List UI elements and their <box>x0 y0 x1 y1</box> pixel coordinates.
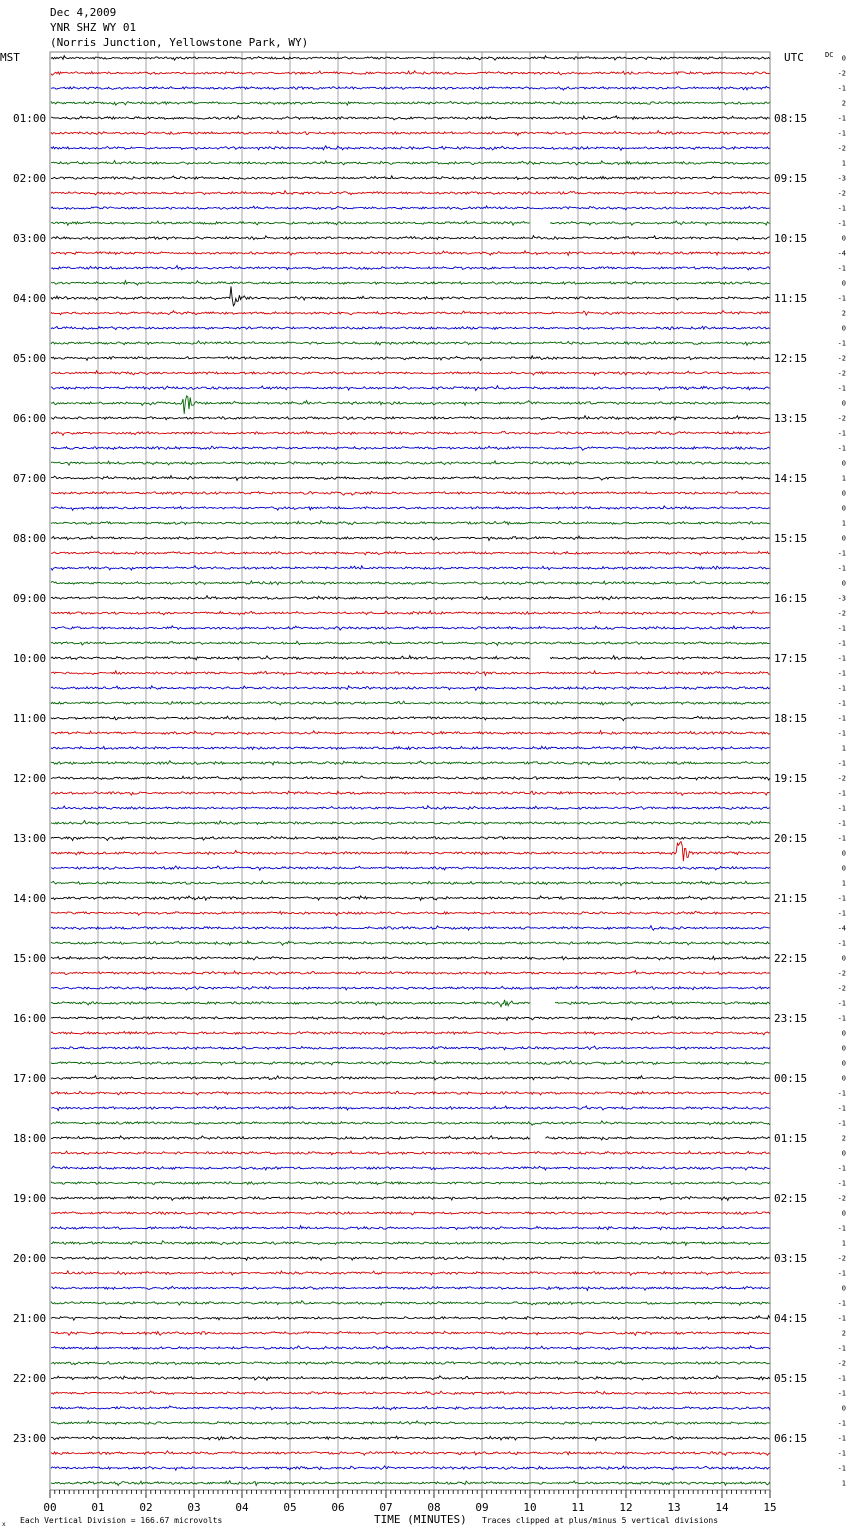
x-tick-label: 05 <box>283 1501 297 1514</box>
trace-row <box>51 1241 770 1246</box>
dc-offset-value: -1 <box>837 699 846 708</box>
trace-row <box>51 206 770 210</box>
dc-offset-value: -2 <box>837 69 846 78</box>
dc-offset-value: -4 <box>837 249 846 258</box>
trace-row <box>51 1151 770 1155</box>
trace-row <box>51 701 770 705</box>
utc-hour-label: 11:15 <box>774 292 808 305</box>
dc-offset-value: -1 <box>837 384 846 393</box>
trace-row <box>51 161 770 165</box>
trace-row <box>51 626 770 630</box>
dc-offset-value: -1 <box>837 264 846 273</box>
mst-hour-label: 02:00 <box>13 172 47 185</box>
trace-row <box>51 1406 770 1410</box>
trace-row <box>51 1000 770 1007</box>
trace-row <box>51 521 770 525</box>
mst-hour-label: 13:00 <box>13 832 47 845</box>
dc-offset-value: 0 <box>841 1029 846 1038</box>
clip-note: Traces clipped at plus/minus 5 vertical divisions <box>482 1516 719 1525</box>
dc-offset-value: 0 <box>841 1059 846 1068</box>
dc-offset-value: 2 <box>841 1329 846 1338</box>
dc-offset-value: -1 <box>837 759 846 768</box>
trace-row <box>51 806 770 810</box>
mst-hour-label: 09:00 <box>13 592 47 605</box>
trace-row <box>51 1316 770 1321</box>
trace-row <box>51 286 770 305</box>
utc-hour-label: 01:15 <box>774 1132 808 1145</box>
mst-hour-label: 03:00 <box>13 232 47 245</box>
trace-row <box>51 581 770 585</box>
trace-row <box>51 1076 770 1080</box>
trace-row <box>51 911 770 915</box>
trace-row <box>51 986 770 990</box>
utc-hour-label: 23:15 <box>774 1012 808 1025</box>
trace-row <box>51 371 770 376</box>
dc-offset-value: -1 <box>837 1164 846 1173</box>
trace-row <box>51 1031 770 1035</box>
dc-offset-column <box>838 55 846 1488</box>
trace-row <box>51 1466 770 1470</box>
dc-offset-value: -2 <box>837 189 846 198</box>
dc-offset-value: -1 <box>837 1389 846 1398</box>
trace-group <box>51 56 770 1486</box>
trace-row <box>51 1106 770 1111</box>
trace-row <box>51 191 770 195</box>
trace-row <box>51 611 770 615</box>
dc-offset-value: -2 <box>837 609 846 618</box>
dc-offset-value: -2 <box>837 369 846 378</box>
utc-hour-label: 22:15 <box>774 952 808 965</box>
trace-row <box>51 341 770 346</box>
trace-row <box>51 971 770 975</box>
utc-hour-label: 09:15 <box>774 172 808 185</box>
trace-row <box>51 461 770 465</box>
trace-row <box>51 506 770 510</box>
trace-row <box>51 1286 770 1290</box>
header-station: YNR SHZ WY 01 <box>50 21 137 34</box>
header-date: Dec 4,2009 <box>50 6 117 19</box>
x-tick-label: 12 <box>619 1501 633 1514</box>
trace-row <box>51 221 770 225</box>
mst-hour-label: 04:00 <box>13 292 47 305</box>
x-tick-label: 04 <box>235 1501 249 1514</box>
header-location: (Norris Junction, Yellowstone Park, WY) <box>50 36 309 49</box>
trace-row <box>51 326 770 329</box>
dc-offset-value: 1 <box>841 1239 846 1248</box>
dc-offset-value: -1 <box>837 714 846 723</box>
dc-offset-value: -1 <box>837 1179 846 1188</box>
trace-row <box>51 431 770 435</box>
dc-offset-value: -1 <box>837 639 846 648</box>
dc-offset-value: 1 <box>841 159 846 168</box>
trace-row <box>51 236 770 240</box>
trace-row <box>51 131 770 136</box>
utc-hour-label: 00:15 <box>774 1072 808 1085</box>
trace-row <box>51 866 770 870</box>
trace-row <box>51 881 770 886</box>
dc-label: DC <box>825 51 834 59</box>
mst-hour-label: 19:00 <box>13 1192 47 1205</box>
dc-offset-value: 0 <box>841 489 846 498</box>
mst-hour-label: 07:00 <box>13 472 47 485</box>
trace-row <box>51 761 770 765</box>
x-tick-label: 00 <box>43 1501 57 1514</box>
dc-offset-value: -1 <box>837 564 846 573</box>
dc-offset-value: 1 <box>841 879 846 888</box>
dc-offset-value: -1 <box>837 1119 846 1128</box>
utc-hour-label: 04:15 <box>774 1312 808 1325</box>
dc-offset-value: 0 <box>841 1074 846 1083</box>
trace-row <box>51 821 770 825</box>
trace-row <box>51 146 770 151</box>
dc-offset-value: -1 <box>837 204 846 213</box>
dc-offset-value: -1 <box>837 804 846 813</box>
trace-row <box>51 311 770 316</box>
trace-row <box>51 281 770 286</box>
trace-row <box>51 1346 770 1350</box>
dc-offset-value: -1 <box>837 129 846 138</box>
trace-row <box>51 116 770 120</box>
dc-offset-value: -1 <box>837 1089 846 1098</box>
trace-row <box>51 671 770 676</box>
dc-offset-value: -1 <box>837 684 846 693</box>
dc-offset-value: -1 <box>837 909 846 918</box>
trace-row <box>51 1166 770 1170</box>
dc-offset-value: -1 <box>837 1314 846 1323</box>
dc-offset-value: -1 <box>837 729 846 738</box>
trace-row <box>51 1226 770 1230</box>
footer-mark: x <box>2 1521 6 1528</box>
mst-hour-label: 22:00 <box>13 1372 47 1385</box>
trace-row <box>51 386 770 391</box>
utc-hour-label: 02:15 <box>774 1192 808 1205</box>
dc-offset-value: 0 <box>841 954 846 963</box>
trace-row <box>51 1182 770 1185</box>
trace-row <box>51 1421 770 1425</box>
dc-offset-value: -3 <box>837 594 846 603</box>
mst-hour-label: 14:00 <box>13 892 47 905</box>
mst-hour-label: 21:00 <box>13 1312 47 1325</box>
mst-hour-label: 20:00 <box>13 1252 47 1265</box>
mst-hour-label: 16:00 <box>13 1012 47 1025</box>
mst-hour-label: 10:00 <box>13 652 47 665</box>
dc-offset-value: -2 <box>837 774 846 783</box>
dc-offset-value: 0 <box>841 534 846 543</box>
dc-offset-value: -1 <box>837 1224 846 1233</box>
dc-offset-value: -1 <box>837 294 846 303</box>
trace-row <box>51 926 770 931</box>
utc-hour-label: 13:15 <box>774 412 808 425</box>
trace-row <box>51 1016 770 1021</box>
trace-row <box>51 1046 770 1050</box>
mst-hour-label: 11:00 <box>13 712 47 725</box>
mst-hour-label: 17:00 <box>13 1072 47 1085</box>
dc-offset-value: -1 <box>837 624 846 633</box>
dc-offset-value: 2 <box>841 1134 846 1143</box>
trace-row <box>51 746 770 750</box>
dc-offset-value: -2 <box>837 414 846 423</box>
trace-row <box>51 731 770 735</box>
utc-hour-label: 20:15 <box>774 832 808 845</box>
trace-row <box>51 446 770 450</box>
utc-hour-label: 06:15 <box>774 1432 808 1445</box>
trace-row <box>51 1091 770 1095</box>
dc-offset-value: 1 <box>841 744 846 753</box>
dc-offset-value: -1 <box>837 1014 846 1023</box>
dc-offset-value: -1 <box>837 1104 846 1113</box>
trace-row <box>51 1376 770 1381</box>
trace-row <box>51 251 770 256</box>
dc-offset-value: -3 <box>837 174 846 183</box>
dc-offset-value: 0 <box>841 1209 846 1218</box>
dc-offset-value: -1 <box>837 1374 846 1383</box>
trace-row <box>51 356 770 361</box>
dc-offset-value: 1 <box>841 474 846 483</box>
trace-row <box>51 776 770 780</box>
dc-offset-value: 0 <box>841 1044 846 1053</box>
trace-row <box>51 1212 770 1215</box>
mst-hour-labels <box>13 112 46 1445</box>
trace-row <box>51 596 770 600</box>
utc-hour-label: 21:15 <box>774 892 808 905</box>
utc-hour-label: 16:15 <box>774 592 808 605</box>
mst-hour-label: 18:00 <box>13 1132 47 1145</box>
x-tick-label: 07 <box>379 1501 393 1514</box>
dc-offset-value: -1 <box>837 1299 846 1308</box>
mst-hour-label: 15:00 <box>13 952 47 965</box>
trace-row <box>51 842 770 862</box>
x-tick-label: 08 <box>427 1501 441 1514</box>
dc-offset-value: -1 <box>837 939 846 948</box>
trace-row <box>51 476 770 481</box>
dc-offset-value: -1 <box>837 84 846 93</box>
trace-row <box>51 896 770 900</box>
dc-offset-value: -1 <box>837 789 846 798</box>
dc-offset-value: 0 <box>841 279 846 288</box>
dc-offset-value: -1 <box>837 669 846 678</box>
dc-offset-value: -1 <box>837 444 846 453</box>
dc-offset-value: -4 <box>837 924 846 933</box>
dc-offset-value: -2 <box>837 1359 846 1368</box>
trace-row <box>51 641 770 645</box>
trace-row <box>51 1301 770 1306</box>
trace-row <box>51 71 770 75</box>
dc-offset-value: 2 <box>841 99 846 108</box>
trace-row <box>51 101 770 105</box>
dc-offset-value: 0 <box>841 1149 846 1158</box>
trace-row <box>51 1121 770 1126</box>
trace-row <box>51 1391 770 1395</box>
trace-row <box>51 1061 770 1065</box>
dc-offset-value: -2 <box>837 1194 846 1203</box>
mst-hour-label: 06:00 <box>13 412 47 425</box>
trace-row <box>51 1361 770 1365</box>
trace-row <box>51 1271 770 1276</box>
dc-offset-value: -1 <box>837 114 846 123</box>
utc-hour-label: 14:15 <box>774 472 808 485</box>
dc-offset-value: 0 <box>841 579 846 588</box>
mst-hour-label: 01:00 <box>13 112 47 125</box>
dc-offset-value: -1 <box>837 819 846 828</box>
utc-hour-label: 18:15 <box>774 712 808 725</box>
dc-offset-value: -1 <box>837 999 846 1008</box>
trace-row <box>51 1136 770 1140</box>
dc-offset-value: -1 <box>837 834 846 843</box>
trace-row <box>51 56 770 61</box>
x-tick-label: 09 <box>475 1501 489 1514</box>
trace-row <box>51 686 770 690</box>
x-tick-label: 14 <box>715 1501 729 1514</box>
x-axis-label: TIME (MINUTES) <box>374 1513 467 1526</box>
trace-row <box>51 86 770 90</box>
trace-row <box>51 266 770 270</box>
x-tick-label: 06 <box>331 1501 345 1514</box>
trace-row <box>51 491 770 495</box>
dc-offset-value: -1 <box>837 654 846 663</box>
x-tick-label: 10 <box>523 1501 537 1514</box>
right-timezone-label: UTC <box>784 51 804 64</box>
x-axis <box>43 1490 776 1514</box>
dc-offset-value: -1 <box>837 1344 846 1353</box>
trace-row <box>51 551 770 555</box>
trace-row <box>51 416 770 420</box>
trace-row <box>51 176 770 180</box>
dc-offset-value: 0 <box>841 504 846 513</box>
mst-hour-label: 23:00 <box>13 1432 47 1445</box>
trace-row <box>51 1481 770 1486</box>
utc-hour-label: 08:15 <box>774 112 808 125</box>
dc-offset-value: 0 <box>841 324 846 333</box>
dc-offset-value: 0 <box>841 459 846 468</box>
x-tick-label: 11 <box>571 1501 585 1514</box>
dc-offset-value: 2 <box>841 309 846 318</box>
utc-hour-label: 12:15 <box>774 352 808 365</box>
dc-offset-value: -2 <box>837 969 846 978</box>
utc-hour-label: 05:15 <box>774 1372 808 1385</box>
dc-offset-value: -2 <box>837 354 846 363</box>
dc-offset-value: -2 <box>837 1254 846 1263</box>
trace-row <box>51 1197 770 1201</box>
dc-offset-value: -1 <box>837 219 846 228</box>
trace-row <box>51 1436 770 1440</box>
dc-offset-value: -1 <box>837 1464 846 1473</box>
trace-row <box>51 941 770 945</box>
utc-hour-label: 17:15 <box>774 652 808 665</box>
trace-row <box>51 566 770 570</box>
utc-hour-label: 03:15 <box>774 1252 808 1265</box>
trace-row <box>51 656 770 660</box>
dc-offset-value: 0 <box>841 849 846 858</box>
scale-note: Each Vertical Division = 166.67 microvolts <box>20 1516 223 1525</box>
dc-offset-value: -1 <box>837 549 846 558</box>
dc-offset-value: -2 <box>837 984 846 993</box>
dc-offset-value: -1 <box>837 339 846 348</box>
dc-offset-value: -2 <box>837 144 846 153</box>
trace-row <box>51 791 770 795</box>
mst-hour-label: 08:00 <box>13 532 47 545</box>
dc-offset-value: -1 <box>837 894 846 903</box>
dc-offset-value: 0 <box>841 54 846 63</box>
dc-offset-value: -1 <box>837 1419 846 1428</box>
dc-offset-value: 0 <box>841 399 846 408</box>
trace-row <box>51 396 770 414</box>
trace-row <box>51 1331 770 1335</box>
x-tick-label: 03 <box>187 1501 201 1514</box>
dc-offset-value: 0 <box>841 1404 846 1413</box>
dc-offset-value: 1 <box>841 519 846 528</box>
left-timezone-label: MST <box>0 51 20 64</box>
trace-row <box>51 836 770 840</box>
dc-offset-value: 0 <box>841 1284 846 1293</box>
x-tick-label: 15 <box>763 1501 777 1514</box>
dc-offset-value: -1 <box>837 1269 846 1278</box>
utc-hour-label: 19:15 <box>774 772 808 785</box>
utc-hour-label: 10:15 <box>774 232 808 245</box>
utc-hour-label: 15:15 <box>774 532 808 545</box>
dc-offset-value: -1 <box>837 429 846 438</box>
dc-offset-value: 0 <box>841 864 846 873</box>
utc-hour-labels <box>774 112 807 1445</box>
x-tick-label: 01 <box>91 1501 105 1514</box>
trace-row <box>51 1451 770 1456</box>
x-tick-label: 02 <box>139 1501 153 1514</box>
x-tick-label: 13 <box>667 1501 681 1514</box>
trace-row <box>51 716 770 720</box>
trace-row <box>51 536 770 540</box>
mst-hour-label: 12:00 <box>13 772 47 785</box>
trace-row <box>51 1256 770 1260</box>
dc-offset-value: -1 <box>837 1449 846 1458</box>
trace-row <box>51 956 770 960</box>
mst-hour-label: 05:00 <box>13 352 47 365</box>
dc-offset-value: 1 <box>841 1479 846 1488</box>
dc-offset-value: -1 <box>837 1434 846 1443</box>
dc-offset-value: 0 <box>841 234 846 243</box>
